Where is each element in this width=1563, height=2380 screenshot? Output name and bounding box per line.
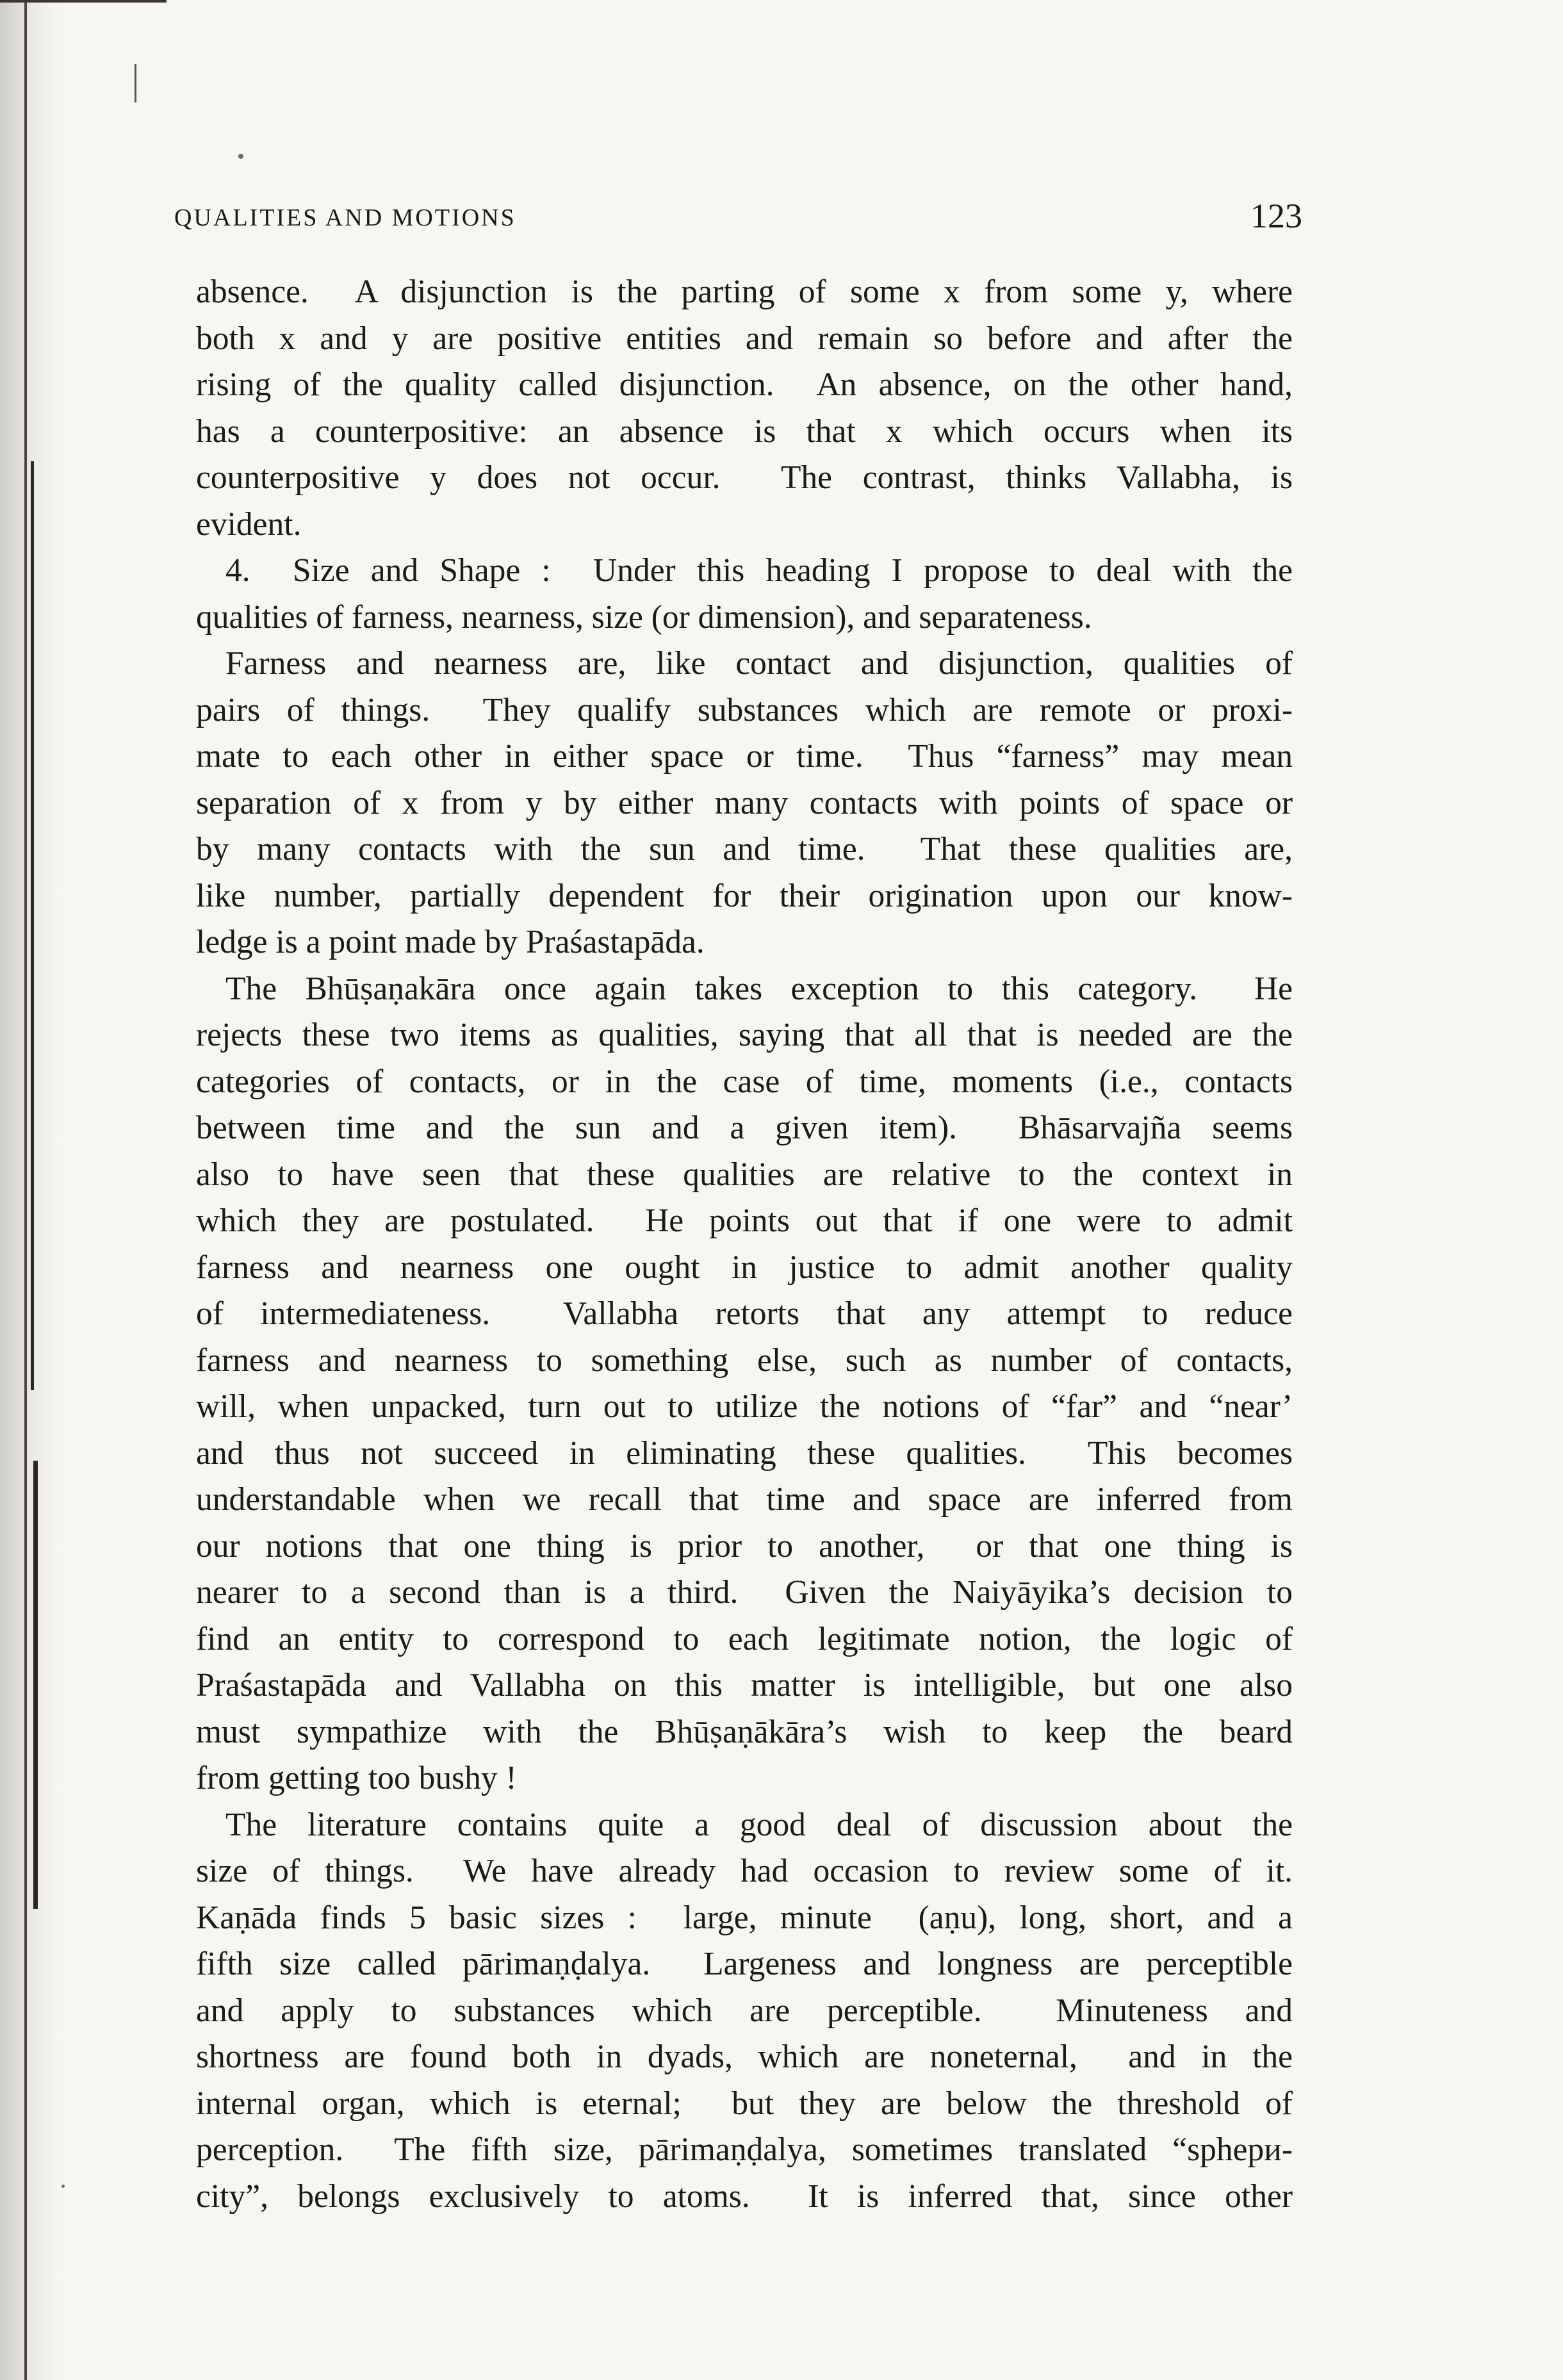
text-line: both x and y are positive entities and remain so before and after the xyxy=(196,320,1293,357)
text-line: city”, belongs exclusively to atoms. It is inferred that, since other xyxy=(196,2178,1293,2215)
text-line: understandable when we recall that time and space are inferred from xyxy=(196,1481,1293,1518)
binding-line xyxy=(135,64,136,103)
text-line: internal organ, which is eternal; but they are below the threshold of xyxy=(196,2085,1293,2122)
text-line: qualities of farness, nearness, size (or dimension), and separateness. xyxy=(196,598,1092,636)
paragraph-start: The literature contains quite a good deal of discussion about the xyxy=(225,1806,1293,1843)
text-line: rising of the quality called disjunction. An absence, on the other hand, xyxy=(196,366,1293,403)
text-line: like number, partially dependent for their origination upon our know- xyxy=(196,877,1293,914)
binding-line xyxy=(31,461,34,1390)
text-line: size of things. We have already had occasion to review some of it. xyxy=(196,1853,1293,1889)
text-line: mate to each other in either space or time. Thus “farness” may mean xyxy=(196,738,1293,775)
text-line: and apply to substances which are perceptible. Minuteness and xyxy=(196,1992,1293,2029)
text-line: counterpositive y does not occur. The contrast, thinks Vallabha, is xyxy=(196,459,1293,496)
text-line: farness and nearness one ought in justice to admit another quality xyxy=(196,1249,1293,1286)
text-line: perception. The fifth size, pārimaṇḍalya, sometimes translated “sphери- xyxy=(196,2131,1293,2168)
paragraph-start: The Bhūṣaṇakāra once again takes exception to this category. He xyxy=(225,970,1293,1007)
text-line: will, when unpacked, turn out to utilize the notions of “far” and “near’ xyxy=(196,1388,1293,1425)
text-line: between time and the sun and a given item). Bhāsarvajña seems xyxy=(196,1110,1293,1146)
text-line: ledge is a point made by Praśastapāda. xyxy=(196,924,705,960)
text-line: which they are postulated. He points out that if one were to admit xyxy=(196,1202,1293,1239)
speck xyxy=(238,154,243,159)
text-line: by many contacts with the sun and time. That these qualities are, xyxy=(196,831,1293,867)
section-heading-line: 4. Size and Shape : Under this heading I propose to deal with the xyxy=(225,552,1293,589)
text-line: pairs of things. They qualify substances which are remote or proxi- xyxy=(196,691,1293,728)
text-line: of intermediateness. Vallabha retorts that any attempt to reduce xyxy=(196,1295,1293,1332)
body-text xyxy=(196,269,1293,2220)
text-line: separation of x from y by either many contacts with points of space or xyxy=(196,784,1293,821)
text-line: farness and nearness to something else, such as number of contacts, xyxy=(196,1342,1293,1379)
text-line: rejects these two items as qualities, saying that all that is needed are the xyxy=(196,1017,1293,1053)
binding-line xyxy=(24,0,27,2380)
text-line: from getting too bushy ! xyxy=(196,1760,517,1796)
text-line: and thus not succeed in eliminating these qualities. This becomes xyxy=(196,1434,1293,1472)
text-line: must sympathize with the Bhūṣaṇākāra’s wish to keep the beard xyxy=(196,1713,1293,1750)
text-line: also to have seen that these qualities are relative to the context in xyxy=(196,1156,1293,1193)
page-number: 123 xyxy=(1250,197,1302,235)
text-line: nearer to a second than is a third. Given the Naiyāyika’s decision to xyxy=(196,1574,1293,1611)
text-line: has a counterpositive: an absence is that x which occurs when its xyxy=(196,413,1293,450)
top-scuff xyxy=(0,0,167,3)
running-head: QUALITIES AND MOTIONS xyxy=(174,204,516,231)
text-line: shortness are found both in dyads, which are noneternal, and in the xyxy=(196,2039,1293,2075)
text-line: evident. xyxy=(196,505,302,543)
text-line: categories of contacts, or in the case of time, moments (i.e., contacts xyxy=(196,1063,1293,1100)
text-line: our notions that one thing is prior to another, or that one thing is xyxy=(196,1527,1293,1564)
text-line: Kaṇāda finds 5 basic sizes : large, minute (aṇu), long, short, and a xyxy=(196,1899,1293,1936)
paragraph-start: Farness and nearness are, like contact and disjunction, qualities of xyxy=(225,645,1293,682)
speck xyxy=(61,2185,65,2188)
text-line: Praśastapāda and Vallabha on this matter is intelligible, but one also xyxy=(196,1667,1293,1703)
text-line: fifth size called pārimaṇḍalya. Largeness and longness are perceptible xyxy=(196,1946,1293,1982)
binding-line xyxy=(33,1461,38,1909)
text-line: absence. A disjunction is the parting of some x from some y, where xyxy=(196,274,1293,310)
text-line: find an entity to correspond to each legitimate notion, the logic of xyxy=(196,1620,1293,1657)
